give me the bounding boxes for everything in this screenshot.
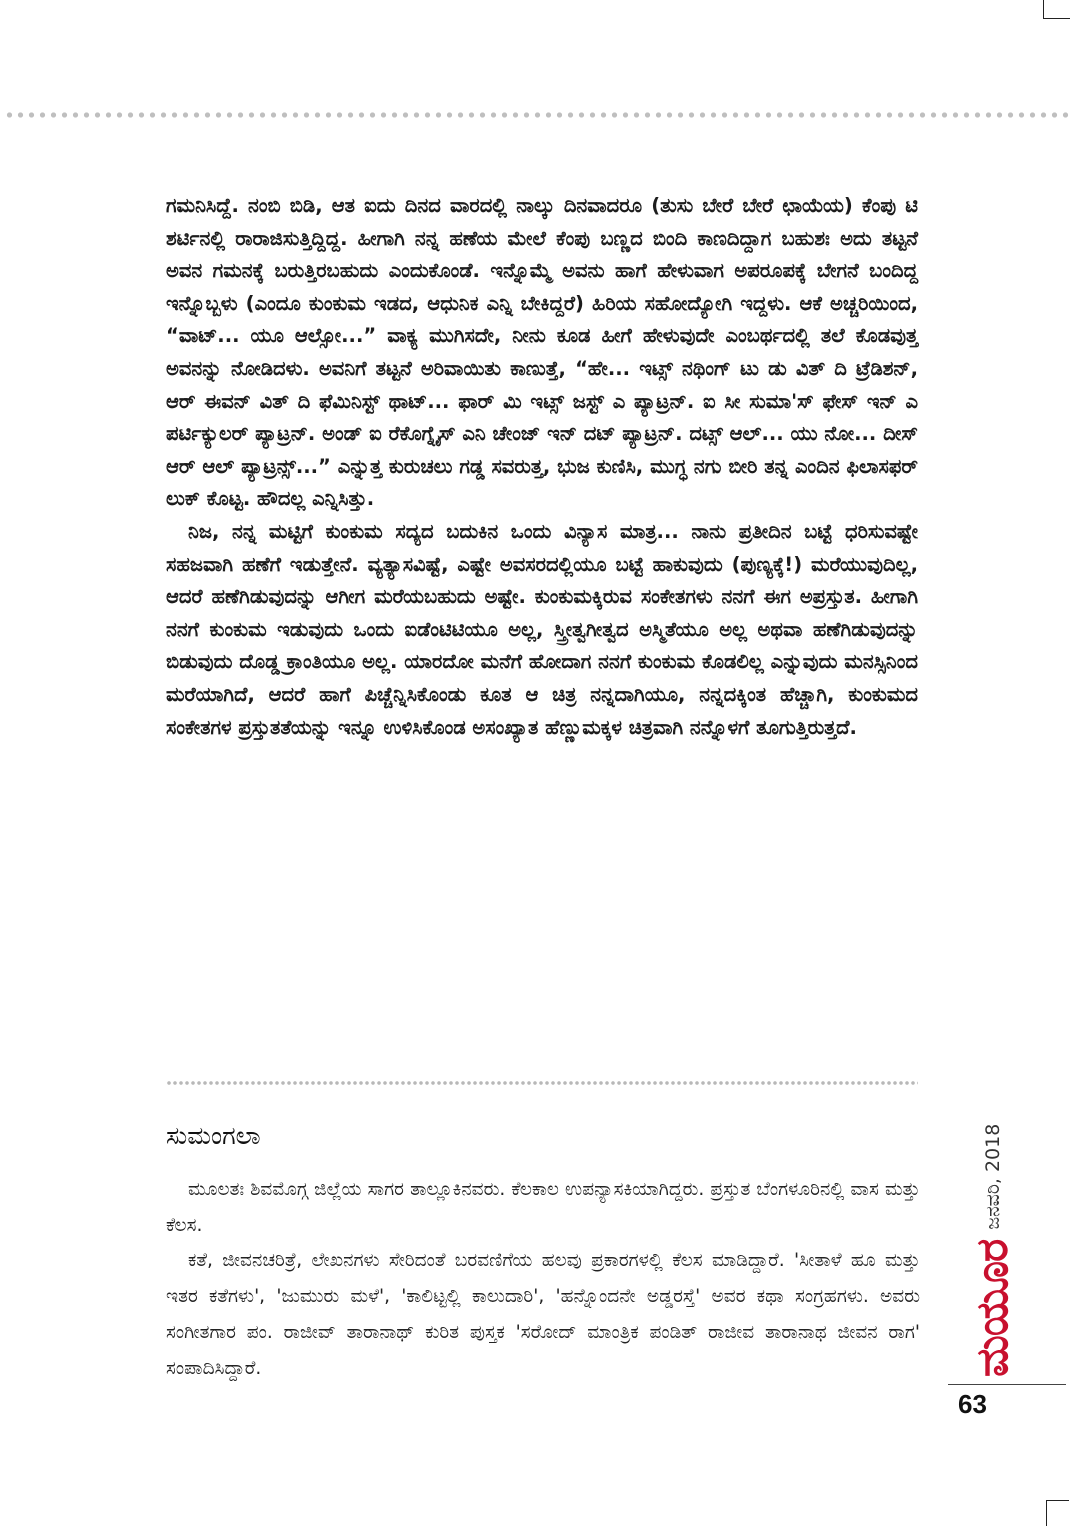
page-number: 63 xyxy=(958,1389,987,1419)
magazine-logo: ಮಯೂರ xyxy=(967,1239,1018,1377)
article-paragraph: ಗಮನಿಸಿದ್ದೆ. ನಂಬಿ ಬಿಡಿ, ಆತ ಐದು ದಿನದ ವಾರದಲ್ಲಿ ನಾಲ್ಕು ದಿನವಾದರೂ (ತುಸು ಬೇರೆ ಬೇರೆ ಛಾಯೆಯ) ಕೆಂಪು ಟಿ ಶರ್ಟಿನಲ್ಲಿ ರಾರಾಜಿಸುತ್ತಿದ್ದಿದ್ದ. ಹೀಗಾಗಿ ನನ್ನ ಹಣೆಯ ಮೇಲೆ ಕೆಂಪು ಬಣ್ಣದ ಬಿಂದಿ ಕಾಣದಿದ್ದಾಗ ಬಹುಶಃ ಅದು ತಟ್ಟನೆ ಅವನ ಗಮನಕ್ಕೆ ಬರುತ್ತಿರಬಹುದು ಎಂದುಕೊಂಡೆ. ಇನ್ನೊಮ್ಮೆ ಅವನು ಹಾಗೆ ಹೇಳುವಾಗ ಅಪರೂಪಕ್ಕೆ ಬೇಗನೆ ಬಂದಿದ್ದ ಇನ್ನೊಬ್ಬಳು (ಎಂದೂ ಕುಂಕುಮ ಇಡದ, ಆಧುನಿಕ ಎನ್ನಿ ಬೇಕಿದ್ದರೆ) ಹಿರಿಯ ಸಹೋದ್ಯೋಗಿ ಇದ್ದಳು. ಆಕೆ ಅಚ್ಚರಿಯಿಂದ, “ವಾಟ್... ಯೂ ಆಲ್ಸೋ...” ವಾಕ್ಯ ಮುಗಿಸದೇ, ನೀನು ಕೂಡ ಹೀಗೆ ಹೇಳುವುದೇ ಎಂಬರ್ಥದಲ್ಲಿ ತಲೆ ಕೊಡವುತ್ತ ಅವನನ್ನು ನೋಡಿದಳು. ಅವನಿಗೆ ತಟ್ಟನೆ ಅರಿವಾಯಿತು ಕಾಣುತ್ತೆ, “ಹೇ... ಇಟ್ಸ್ ನಥಿಂಗ್ ಟು ಡು ವಿತ್ ದಿ ಟ್ರೆಡಿಶನ್, ಆರ್ ಈವನ್ ವಿತ್ ದಿ ಫೆಮಿನಿಸ್ಟ್ ಥಾಟ್... ಫಾರ್ ಮಿ ಇಟ್ಸ್ ಜಸ್ಟ್ ಎ ಪ್ಯಾಟ್ರನ್. ಐ ಸೀ ಸುಮಾ'ಸ್ ಫೇಸ್ ಇನ್ ಎ ಪರ್ಟಿಕ್ಯುಲರ್ ಪ್ಯಾಟ್ರನ್. ಅಂಡ್ ಐ ರೆಕೊಗ್ನೈಸ್ ಎನಿ ಚೇಂಜ್ ಇನ್ ದಟ್ ಪ್ಯಾಟ್ರನ್. ದಟ್ಸ್ ಆಲ್... ಯು ನೋ... ದೀಸ್ ಆರ್ ಆಲ್ ಪ್ಯಾಟ್ರನ್ಸ್...” ಎನ್ನುತ್ತ ಕುರುಚಲು ಗಡ್ಡ ಸವರುತ್ತ, ಭುಜ ಕುಣಿಸಿ, ಮುಗ್ಧ ನಗು ಬೀರಿ ತನ್ನ ಎಂದಿನ ಫಿಲಾಸಫರ್ ಲುಕ್ ಕೊಟ್ಟ. ಹೌದಲ್ಲ ಎನ್ನಿಸಿತ್ತು. xyxy=(166,194,918,511)
top-dotted-divider xyxy=(4,111,1070,119)
crop-mark-bottom xyxy=(1046,1500,1069,1526)
author-bio-paragraph: ಮೂಲತಃ ಶಿವಮೊಗ್ಗ ಜಿಲ್ಲೆಯ ಸಾಗರ ತಾಲ್ಲೂಕಿನವರು. ಕೆಲಕಾಲ ಉಪನ್ಯಾಸಕಿಯಾಗಿದ್ದರು. ಪ್ರಸ್ತುತ ಬೆಂಗಳೂರಿನಲ್ಲಿ ವಾಸ ಮತ್ತು ಕೆಲಸ. xyxy=(166,1179,920,1236)
author-bio xyxy=(166,1172,920,1386)
author-name: ಸುಮಂಗಲಾ xyxy=(166,1121,261,1150)
article-body xyxy=(166,190,918,744)
magazine-side-tab xyxy=(941,1097,1018,1377)
section-dotted-divider xyxy=(166,1080,918,1086)
issue-date: ಜನವರಿ, 2018 xyxy=(982,1123,1004,1230)
article-paragraph: ನಿಜ, ನನ್ನ ಮಟ್ಟಿಗೆ ಕುಂಕುಮ ಸದ್ಯದ ಬದುಕಿನ ಒಂದು ವಿನ್ಯಾಸ ಮಾತ್ರ... ನಾನು ಪ್ರತೀದಿನ ಬಟ್ಟೆ ಧರಿಸುವಷ್ಟೇ ಸಹಜವಾಗಿ ಹಣೆಗೆ ಇಡುತ್ತೇನೆ. ವ್ಯತ್ಯಾಸವಿಷ್ಟೆ, ಎಷ್ಟೇ ಅವಸರದಲ್ಲಿಯೂ ಬಟ್ಟೆ ಹಾಕುವುದು (ಪುಣ್ಯಕ್ಕೆ!) ಮರೆಯುವುದಿಲ್ಲ, ಆದರೆ ಹಣೆಗಿಡುವುದನ್ನು ಆಗೀಗ ಮರೆಯಬಹುದು ಅಷ್ಟೇ. ಕುಂಕುಮಕ್ಕಿರುವ ಸಂಕೇತಗಳು ನನಗೆ ಈಗ ಅಪ್ರಸ್ತುತ. ಹೀಗಾಗಿ ನನಗೆ ಕುಂಕುಮ ಇಡುವುದು ಒಂದು ಐಡೆಂಟಿಟಿಯೂ ಅಲ್ಲ, ಸ್ತ್ರೀತ್ವಗೀತ್ವದ ಅಸ್ಮಿತೆಯೂ ಅಲ್ಲ ಅಥವಾ ಹಣೆಗಿಡುವುದನ್ನು ಬಿಡುವುದು ದೊಡ್ಡ ಕ್ರಾಂತಿಯೂ ಅಲ್ಲ. ಯಾರದೋ ಮನೆಗೆ ಹೋದಾಗ ನನಗೆ ಕುಂಕುಮ ಕೊಡಲಿಲ್ಲ ಎನ್ನುವುದು ಮನಸ್ಸಿನಿಂದ ಮರೆಯಾಗಿದೆ, ಆದರೆ ಹಾಗೆ ಪಿಚ್ಚೆನ್ನಿಸಿಕೊಂಡು ಕೂತ ಆ ಚಿತ್ರ ನನ್ನದಾಗಿಯೂ, ನನ್ನದಕ್ಕಿಂತ ಹೆಚ್ಚಾಗಿ, ಕುಂಕುಮದ ಸಂಕೇತಗಳ ಪ್ರಸ್ತುತತೆಯನ್ನು ಇನ್ನೂ ಉಳಿಸಿಕೊಂಡ ಅಸಂಖ್ಯಾತ ಹೆಣ್ಣುಮಕ್ಕಳ ಚಿತ್ರವಾಗಿ ನನ್ನೊಳಗೆ ತೂಗುತ್ತಿರುತ್ತದೆ. xyxy=(166,519,918,739)
page-number-rule xyxy=(948,1384,1066,1385)
author-bio-paragraph: ಕತೆ, ಜೀವನಚರಿತ್ರೆ, ಲೇಖನಗಳು ಸೇರಿದಂತೆ ಬರವಣಿಗೆಯ ಹಲವು ಪ್ರಕಾರಗಳಲ್ಲಿ ಕೆಲಸ ಮಾಡಿದ್ದಾರೆ. 'ಸೀತಾಳೆ ಹೂ ಮತ್ತು ಇತರ ಕತೆಗಳು', 'ಜುಮುರು ಮಳೆ', 'ಕಾಲಿಟ್ಟಲ್ಲಿ ಕಾಲುದಾರಿ', 'ಹನ್ನೊಂದನೇ ಅಡ್ಡರಸ್ತೆ' ಅವರ ಕಥಾ ಸಂಗ್ರಹಗಳು. ಅವರು ಸಂಗೀತಗಾರ ಪಂ. ರಾಜೀವ್ ತಾರಾನಾಥ್ ಕುರಿತ ಪುಸ್ತಕ 'ಸರೋದ್ ಮಾಂತ್ರಿಕ ಪಂಡಿತ್ ರಾಜೀವ ತಾರಾನಾಥ ಜೀವನ ರಾಗ' ಸಂಪಾದಿಸಿದ್ದಾರೆ. xyxy=(166,1250,920,1379)
crop-mark-top xyxy=(1043,0,1070,19)
